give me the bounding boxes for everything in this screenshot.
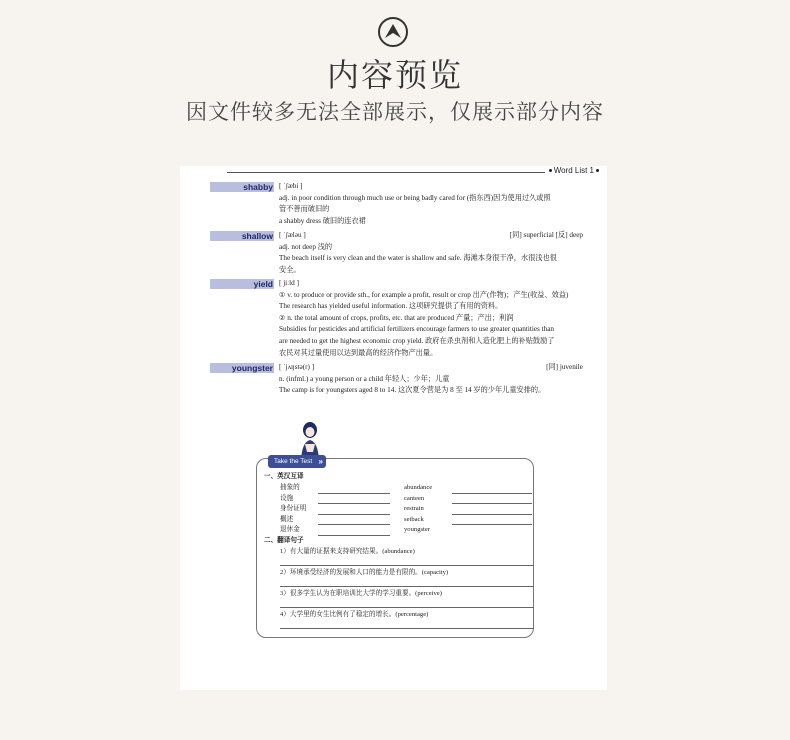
example-line: 安全。 bbox=[279, 265, 301, 274]
up-arrow-circle-icon bbox=[377, 16, 409, 48]
term-row bbox=[280, 494, 400, 505]
term: canteen bbox=[404, 494, 425, 502]
phonetic: [ jiːld ] bbox=[279, 279, 299, 287]
term-row bbox=[404, 483, 540, 494]
take-the-test-tab bbox=[268, 455, 326, 468]
translation-sentence: 4）大学里的女生比例有了稳定的增长。(percentage) bbox=[280, 611, 429, 618]
term-row bbox=[280, 515, 400, 526]
headword: shabby bbox=[210, 182, 274, 192]
term-row bbox=[280, 525, 400, 536]
answer-line[interactable] bbox=[280, 565, 534, 566]
term: setback bbox=[404, 515, 424, 523]
headword: yield bbox=[210, 279, 274, 289]
example-line: are needed to get the highest economic crop yield. 政府在杀虫剂和人造化肥上的补贴鼓励了 bbox=[279, 336, 555, 345]
term: 设施 bbox=[280, 494, 294, 502]
section-title: 一、英汉互译 bbox=[264, 473, 304, 480]
example-line: 农民对其过量使用以达到最高的经济作物产出量。 bbox=[279, 348, 438, 357]
answer-line[interactable] bbox=[280, 628, 534, 629]
translation-sentence: 2）环境承受经济的发展和人口的能力是有限的。(capacity) bbox=[280, 569, 449, 576]
section-title: 二、翻译句子 bbox=[264, 537, 304, 544]
term-row bbox=[404, 494, 540, 505]
definition-line: 管不善而破旧的 bbox=[279, 205, 330, 214]
answer-line[interactable] bbox=[280, 586, 534, 587]
example-line: The beach itself is very clean and the water is shallow and safe. 海滩本身很干净，水很浅也很 bbox=[279, 254, 557, 263]
term: abundance bbox=[404, 484, 433, 491]
term: 身份证明 bbox=[280, 505, 307, 513]
answer-blank[interactable] bbox=[452, 524, 532, 525]
running-head-label: Word List 1 bbox=[553, 166, 594, 175]
translation-left-column bbox=[280, 483, 400, 536]
double-chevron-icon: » bbox=[318, 457, 323, 466]
synonyms: [同] superficial [反] deep bbox=[509, 231, 583, 239]
definition-line: ① v. to produce or provide sth., for example a profit, result or crop 出产(作物)；产生(收益、效益) bbox=[279, 290, 569, 299]
page-subtitle: 因文件较多无法全部展示，仅展示部分内容 bbox=[186, 100, 604, 124]
phonetic: [ ˈjʌŋstə(r) ] bbox=[279, 363, 315, 371]
answer-line[interactable] bbox=[280, 607, 534, 608]
example-line: The camp is for youngsters aged 8 to 14. 这次夏令营是为 8 至 14 岁的少年儿童安排的。 bbox=[279, 386, 546, 395]
term: youngster bbox=[404, 526, 431, 534]
student-illustration-icon bbox=[292, 420, 328, 460]
phonetic: [ ˈʃæbi ] bbox=[279, 182, 303, 190]
phonetic: [ ˈʃæləu ] bbox=[279, 231, 306, 239]
term-row bbox=[404, 515, 540, 526]
example-line: Subsidies for pesticides and artificial fertilizers encourage farmers to use greater quantities than bbox=[279, 325, 555, 334]
page-title: 内容预览 bbox=[326, 56, 463, 94]
translation-right-column bbox=[404, 483, 540, 536]
headword: shallow bbox=[210, 231, 274, 241]
tab-label: Take the Test bbox=[274, 458, 313, 465]
term: 概述 bbox=[280, 515, 294, 523]
document-preview-page bbox=[180, 166, 607, 690]
example-line: a shabby dress 破旧的连衣裙 bbox=[279, 216, 366, 225]
definition-line: n. (infml.) a young person or a child 年轻人；少年；儿童 bbox=[279, 374, 450, 383]
term-row bbox=[404, 525, 540, 536]
definition-line: adj. in poor condition through much use or being badly cared for (指东西)因为使用过久或照 bbox=[279, 193, 551, 202]
translation-sentence: 1）有大量的证据来支持研究结果。(abundance) bbox=[280, 548, 415, 555]
headword: youngster bbox=[210, 363, 274, 373]
synonyms: [同] juvenile bbox=[546, 363, 583, 371]
answer-blank[interactable] bbox=[318, 535, 390, 536]
definition-line: adj. not deep 浅的 bbox=[279, 242, 333, 251]
translation-sentence: 3）很多学生认为在职培训比大学的学习重要。(perceive) bbox=[280, 590, 442, 597]
definition-line: ② n. the total amount of crops, profits, etc. that are produced 产量；产出；利润 bbox=[279, 313, 514, 322]
term: restrain bbox=[404, 505, 424, 513]
term: 退休金 bbox=[280, 526, 300, 534]
term: 抽象的 bbox=[280, 484, 300, 491]
term-row bbox=[404, 504, 540, 515]
term-row bbox=[280, 483, 400, 494]
example-line: The research has yielded useful information. 这项研究提供了有用的资料。 bbox=[279, 302, 503, 311]
term-row bbox=[280, 504, 400, 515]
